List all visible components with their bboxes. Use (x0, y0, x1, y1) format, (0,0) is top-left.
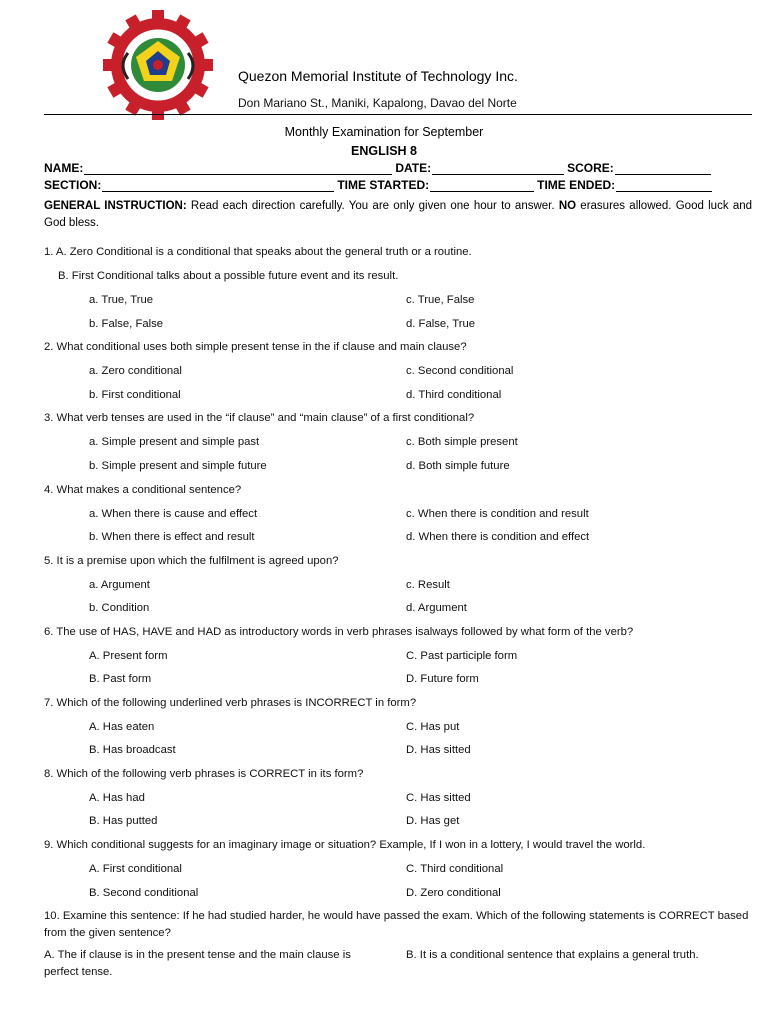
name-blank[interactable] (84, 163, 392, 175)
option[interactable]: A. The if clause is in the present tense and the main clause is perfect tense. (44, 949, 351, 978)
option[interactable]: c. Second conditional (406, 365, 514, 377)
option[interactable]: C. Third conditional (406, 863, 504, 875)
option[interactable]: c. When there is condition and result (406, 508, 589, 520)
question-7: 7. Which of the following underlined verb phrases is INCORRECT in form? (44, 697, 417, 709)
general-instruction: GENERAL INSTRUCTION: Read each direction carefully. You are only given one hour to answer. NO erasures allowed. Good luck and God bless. (44, 200, 753, 229)
option[interactable]: a. When there is cause and effect (89, 508, 258, 520)
option[interactable]: B. Past form (89, 673, 152, 685)
student-info-row-1 (44, 161, 752, 175)
question-4: 4. What makes a conditional sentence? (44, 484, 242, 496)
option[interactable]: B. Second conditional (89, 887, 199, 899)
section-blank[interactable] (102, 180, 334, 192)
school-name: Quezon Memorial Institute of Technology Inc. (238, 68, 518, 84)
option[interactable]: A. First conditional (89, 863, 182, 875)
option[interactable]: D. Zero conditional (406, 887, 501, 899)
score-field[interactable]: SCORE: (567, 161, 711, 175)
option[interactable]: d. False, True (406, 318, 476, 330)
option[interactable]: A. Has eaten (89, 721, 155, 733)
option[interactable]: c. Both simple present (406, 436, 518, 448)
question-3: 3. What verb tenses are used in the “if clause” and “main clause” of a first conditional? (44, 412, 475, 424)
school-address: Don Mariano St., Maniki, Kapalong, Davao del Norte (238, 96, 517, 110)
option[interactable]: A. Present form (89, 650, 168, 662)
option[interactable]: B. Has broadcast (89, 744, 176, 756)
question-9: 9. Which conditional suggests for an imaginary image or situation? Example, If I won in a lottery, I would travel the world. (44, 839, 646, 851)
option[interactable]: b. First conditional (89, 389, 181, 401)
option[interactable]: A. Has had (89, 792, 145, 804)
question-1: 1. A. Zero Conditional is a conditional that speaks about the general truth or a routine. (44, 246, 472, 258)
option[interactable]: B. It is a conditional sentence that explains a general truth. (406, 949, 699, 961)
question-5: 5. It is a premise upon which the fulfilment is agreed upon? (44, 555, 339, 567)
option[interactable]: a. Simple present and simple past (89, 436, 260, 448)
option[interactable]: a. Argument (89, 579, 150, 591)
option[interactable]: b. False, False (89, 318, 164, 330)
name-field[interactable]: NAME: (44, 161, 392, 175)
score-blank[interactable] (615, 163, 711, 175)
date-field[interactable]: DATE: (395, 161, 564, 175)
time-started-blank[interactable] (430, 180, 534, 192)
option[interactable]: B. Has putted (89, 815, 158, 827)
option[interactable]: c. Result (406, 579, 450, 591)
time-ended-blank[interactable] (616, 180, 712, 192)
option[interactable]: d. Argument (406, 602, 467, 614)
option[interactable]: d. When there is condition and effect (406, 531, 590, 543)
exam-title: Monthly Examination for September (284, 125, 484, 139)
option[interactable]: D. Future form (406, 673, 479, 685)
option[interactable]: C. Has sitted (406, 792, 471, 804)
option[interactable]: C. Past participle form (406, 650, 518, 662)
option[interactable]: b. Simple present and simple future (89, 460, 267, 472)
option[interactable]: D. Has sitted (406, 744, 471, 756)
exam-subject: ENGLISH 8 (351, 144, 417, 158)
option[interactable]: d. Both simple future (406, 460, 510, 472)
question-6: 6. The use of HAS, HAVE and HAD as introductory words in verb phrases isalways followed by what form of the verb? (44, 626, 634, 638)
section-field[interactable]: SECTION: (44, 178, 334, 192)
school-logo (84, 10, 232, 120)
student-info-row-2 (44, 178, 752, 192)
time-ended-field[interactable]: TIME ENDED: (537, 178, 712, 192)
question-1-part-b: B. First Conditional talks about a possible future event and its result. (58, 270, 399, 282)
option[interactable]: c. True, False (406, 294, 475, 306)
option[interactable]: b. Condition (89, 602, 150, 614)
option[interactable]: D. Has get (406, 815, 460, 827)
option[interactable]: a. True, True (89, 294, 154, 306)
option[interactable]: C. Has put (406, 721, 460, 733)
question-2: 2. What conditional uses both simple present tense in the if clause and main clause? (44, 341, 467, 353)
date-blank[interactable] (432, 163, 564, 175)
option[interactable]: a. Zero conditional (89, 365, 182, 377)
question-8: 8. Which of the following verb phrases is CORRECT in its form? (44, 768, 364, 780)
option[interactable]: d. Third conditional (406, 389, 502, 401)
question-10: 10. Examine this sentence: If he had studied harder, he would have passed the exam. Which of the following statements is CORRECT based from the given sentence? (44, 910, 749, 939)
header-divider (44, 114, 752, 115)
option[interactable]: b. When there is effect and result (89, 531, 255, 543)
time-started-field[interactable]: TIME STARTED: (337, 178, 534, 192)
